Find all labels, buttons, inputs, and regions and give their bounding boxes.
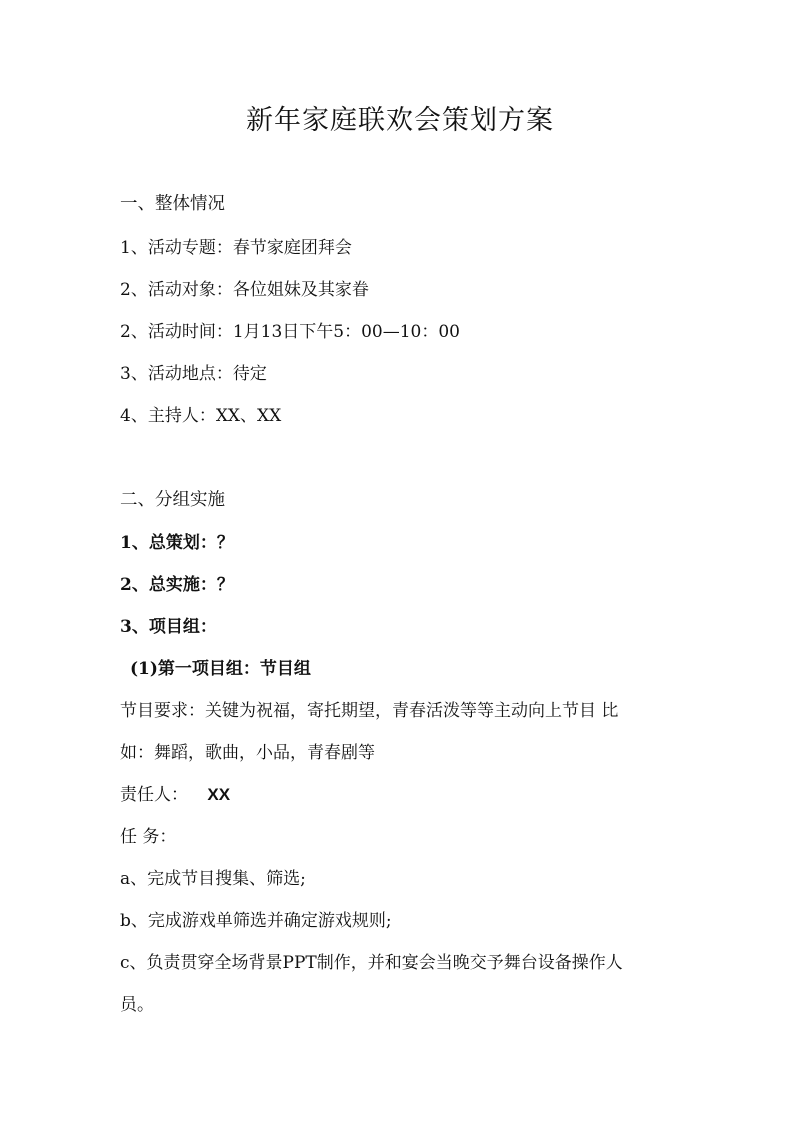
group1-owner — [120, 780, 230, 805]
group1-requirement-line1: 节目要求：关键为祝福，寄托期望，青春活泼等等主动向上节目 比 — [120, 701, 619, 721]
group1-owner-value: XX — [207, 785, 231, 804]
groups-item-project-groups: 3、项目组： — [120, 617, 217, 637]
overview-item-location: 3、活动地点：待定 — [120, 364, 267, 384]
group1-task-c-continued: 员。 — [120, 995, 154, 1015]
group1-owner-label: 责任人： — [120, 785, 188, 805]
section-heading-overview: 一、整体情况 — [120, 194, 225, 214]
groups-item-chief-executor: 2、总实施：？ — [120, 575, 234, 595]
group1-heading: (1)第一项目组：节目组 — [130, 659, 311, 679]
groups-item-chief-planner: 1、总策划：？ — [120, 533, 234, 553]
group1-task-a: a、完成节目搜集、筛选; — [120, 869, 306, 889]
overview-item-audience: 2、活动对象：各位姐妹及其家眷 — [120, 280, 369, 300]
group1-task-b: b、完成游戏单筛选并确定游戏规则; — [120, 911, 392, 931]
group1-task-c: c、负责贯穿全场背景PPT制作，并和宴会当晚交予舞台设备操作人 — [120, 953, 623, 973]
group1-tasks-label: 任 务： — [120, 827, 177, 847]
document-title: 新年家庭联欢会策划方案 — [246, 105, 554, 136]
section-heading-groups: 二、分组实施 — [120, 490, 225, 510]
group1-requirement-line2: 如：舞蹈，歌曲，小品，青春剧等 — [120, 743, 375, 763]
overview-item-time: 2、活动时间：1月13日下午5：00—10：00 — [120, 322, 460, 342]
overview-item-host: 4、主持人：XX、XX — [120, 406, 282, 426]
overview-item-theme: 1、活动专题：春节家庭团拜会 — [120, 238, 352, 258]
